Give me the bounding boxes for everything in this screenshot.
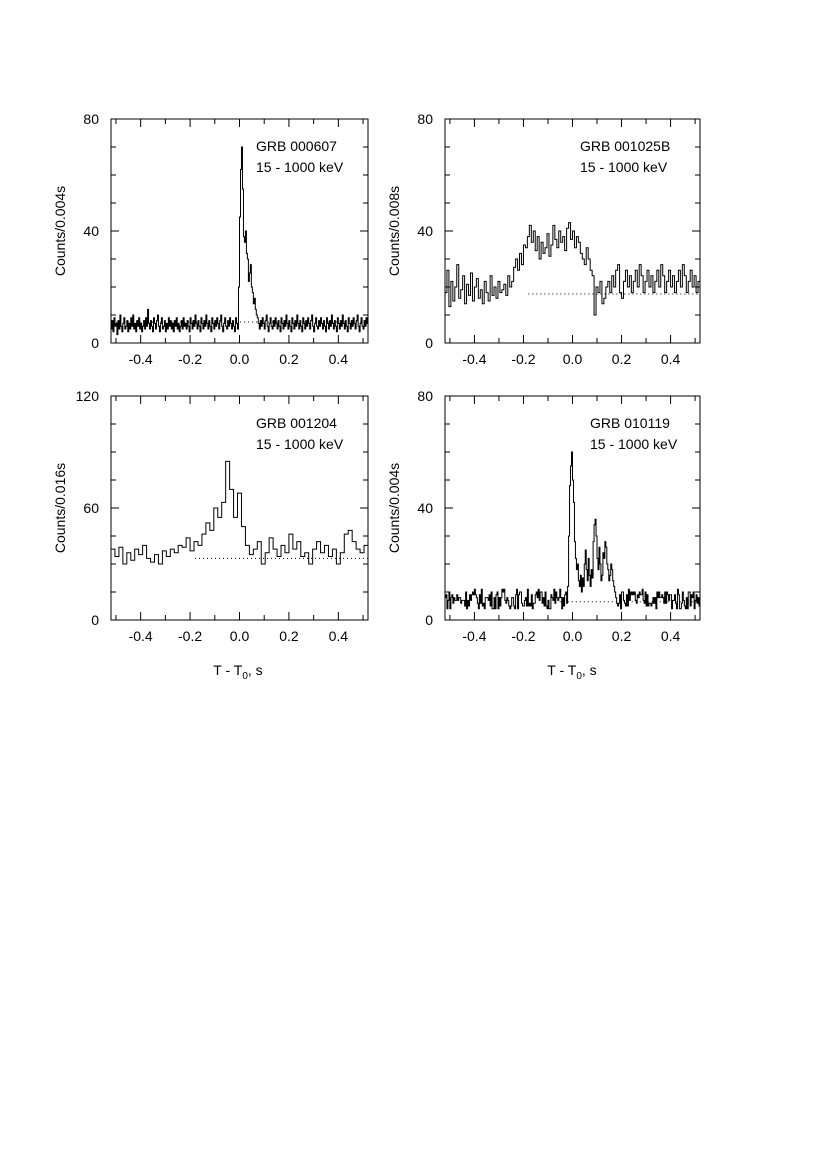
x-tick-label: -0.4 [462, 628, 487, 644]
y-tick-label: 0 [425, 335, 433, 351]
x-tick-label: 0.2 [279, 351, 299, 367]
burst-name-label: GRB 001204 [256, 415, 337, 431]
x-axis-title-main: T - T [213, 662, 243, 678]
x-tick-label: -0.4 [462, 351, 487, 367]
y-tick-label: 0 [425, 612, 433, 628]
x-tick-label: -0.2 [511, 351, 536, 367]
x-tick-label: 0.2 [279, 628, 299, 644]
y-tick-label: 120 [75, 388, 99, 404]
x-axis-title-sub: 0 [242, 671, 248, 682]
x-axis-title-main: T - T [547, 662, 577, 678]
x-tick-label: -0.2 [178, 351, 203, 367]
y-tick-label: 80 [417, 111, 433, 127]
x-axis-title-tail: , s [581, 662, 597, 678]
x-tick-label: 0.4 [328, 628, 349, 644]
light-curve [111, 147, 368, 335]
svg-text:T - T0, s [547, 662, 596, 682]
light-curve [111, 461, 368, 564]
x-axis-title-left [213, 662, 262, 682]
x-tick-label: 0.4 [328, 351, 349, 367]
x-tick-label: 0.0 [229, 351, 250, 367]
y-tick-label: 80 [83, 111, 99, 127]
x-tick-label: -0.2 [511, 628, 536, 644]
y-axis-label: Counts/0.008s [386, 185, 402, 277]
light-curve [445, 452, 700, 609]
x-tick-label: -0.4 [128, 351, 153, 367]
energy-band-label: 15 - 1000 keV [580, 159, 668, 175]
energy-band-label: 15 - 1000 keV [256, 436, 344, 452]
burst-name-label: GRB 000607 [256, 138, 337, 154]
svg-text:T - T0, s [213, 662, 262, 682]
x-tick-label: 0.0 [562, 351, 583, 367]
energy-band-label: 15 - 1000 keV [590, 436, 678, 452]
y-tick-label: 0 [91, 612, 99, 628]
energy-band-label: 15 - 1000 keV [256, 159, 344, 175]
x-axis-title-right [547, 662, 596, 682]
x-tick-label: -0.2 [178, 628, 203, 644]
x-axis-title-tail: , s [247, 662, 263, 678]
x-tick-label: 0.4 [660, 351, 681, 367]
burst-name-label: GRB 001025B [580, 138, 671, 154]
panel-grb-010119 [386, 388, 700, 644]
y-axis-label: Counts/0.004s [52, 185, 68, 277]
x-axis-title-sub: 0 [576, 671, 582, 682]
y-tick-label: 40 [417, 223, 433, 239]
y-axis-label: Counts/0.016s [52, 462, 68, 554]
x-tick-label: 0.0 [229, 628, 250, 644]
x-tick-label: 0.0 [562, 628, 583, 644]
light-curve [445, 223, 700, 315]
y-axis-label: Counts/0.004s [386, 462, 402, 554]
y-tick-label: 40 [417, 500, 433, 516]
panel-grb-001025b [386, 111, 700, 367]
panel-grb-001204 [52, 388, 368, 644]
y-tick-label: 80 [417, 388, 433, 404]
y-tick-label: 60 [83, 500, 99, 516]
x-tick-label: 0.2 [611, 628, 632, 644]
x-tick-label: 0.2 [611, 351, 632, 367]
panel-grb-000607 [52, 111, 368, 367]
x-tick-label: -0.4 [128, 628, 153, 644]
burst-name-label: GRB 010119 [590, 415, 670, 431]
y-tick-label: 40 [83, 223, 99, 239]
y-tick-label: 0 [91, 335, 99, 351]
x-tick-label: 0.4 [660, 628, 681, 644]
